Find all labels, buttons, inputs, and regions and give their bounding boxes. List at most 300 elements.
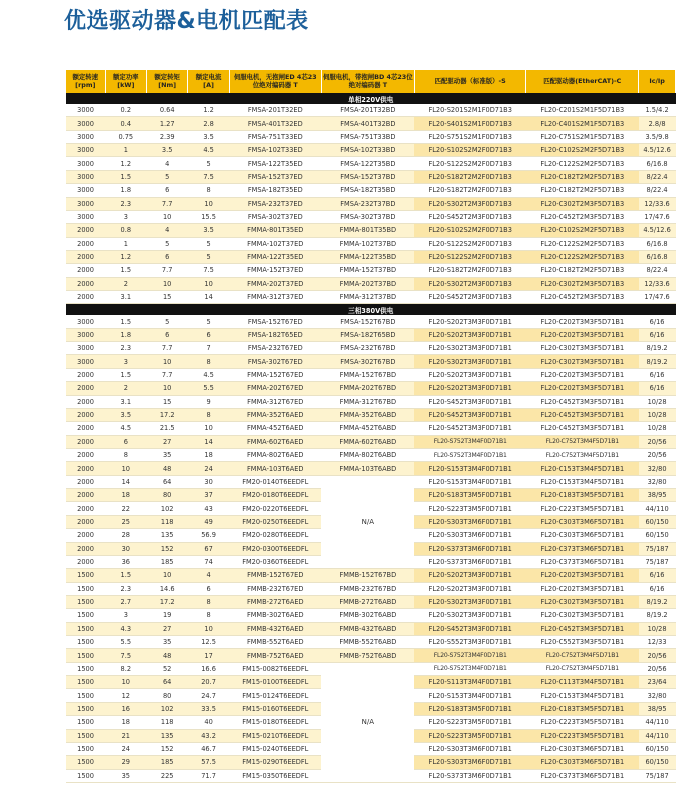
cell-current: 49 bbox=[188, 515, 229, 528]
cell-drive-ethercat: FL20-C153T3M4F5D71B1 bbox=[526, 689, 639, 702]
cell-power: 18 bbox=[105, 489, 146, 502]
cell-power: 18 bbox=[105, 716, 146, 729]
cell-speed: 2000 bbox=[66, 395, 105, 408]
cell-motor-no-brake: FM15-0100T6EEDFL bbox=[229, 676, 321, 689]
cell-drive-standard: FL20-S102S2M2F0D71B3 bbox=[414, 224, 526, 237]
cell-ic-ip: 17/47.6 bbox=[639, 210, 676, 223]
cell-motor-no-brake: FMSA-401T32ED bbox=[229, 117, 321, 130]
cell-torque: 2.39 bbox=[146, 130, 187, 143]
cell-current: 15.5 bbox=[188, 210, 229, 223]
cell-drive-ethercat: FL20-C223T3M5F5D71B1 bbox=[526, 716, 639, 729]
cell-torque: 185 bbox=[146, 555, 187, 568]
cell-current: 4.5 bbox=[188, 368, 229, 381]
cell-power: 2.7 bbox=[105, 595, 146, 608]
cell-current: 7.5 bbox=[188, 170, 229, 183]
cell-speed: 1500 bbox=[66, 769, 105, 782]
cell-torque: 17.2 bbox=[146, 595, 187, 608]
cell-ic-ip: 6/16.8 bbox=[639, 237, 676, 250]
cell-motor-no-brake: FM20-0140T6EEDFL bbox=[229, 475, 321, 488]
cell-current: 57.5 bbox=[188, 756, 229, 769]
cell-ic-ip: 38/95 bbox=[639, 489, 676, 502]
cell-speed: 1500 bbox=[66, 676, 105, 689]
cell-drive-standard: FL20-S752T3M4F0D71B1 bbox=[414, 649, 526, 662]
cell-torque: 5 bbox=[146, 170, 187, 183]
cell-motor-no-brake: FMMA-152T67ED bbox=[229, 368, 321, 381]
cell-current: 7 bbox=[188, 342, 229, 355]
table-row bbox=[66, 609, 676, 622]
cell-speed: 1500 bbox=[66, 622, 105, 635]
cell-drive-ethercat: FL20-C202T3M3F5D71B1 bbox=[526, 582, 639, 595]
not-available-cell: N/A bbox=[321, 475, 414, 569]
cell-drive-standard: FL20-S223T3M5F0D71B1 bbox=[414, 502, 526, 515]
cell-motor-no-brake: FMSA-232T37ED bbox=[229, 197, 321, 210]
cell-torque: 152 bbox=[146, 542, 187, 555]
cell-drive-ethercat: FL20-C303T3M6F5D71B1 bbox=[526, 529, 639, 542]
cell-speed: 1500 bbox=[66, 756, 105, 769]
cell-torque: 19 bbox=[146, 609, 187, 622]
cell-motor-no-brake: FMMA-312T37ED bbox=[229, 291, 321, 304]
cell-current: 74 bbox=[188, 555, 229, 568]
cell-drive-standard: FL20-S302T2M3F0D71B3 bbox=[414, 197, 526, 210]
cell-current: 7.5 bbox=[188, 264, 229, 277]
cell-motor-no-brake: FMMB-232T67ED bbox=[229, 582, 321, 595]
cell-motor-no-brake: FM15-0350T6EEDFL bbox=[229, 769, 321, 782]
cell-drive-standard: FL20-S452T2M3F0D71B3 bbox=[414, 291, 526, 304]
cell-power: 2.3 bbox=[105, 342, 146, 355]
cell-drive-ethercat: FL20-C303T3M6F5D71B1 bbox=[526, 756, 639, 769]
cell-motor-brake: FMSA-401T32BD bbox=[321, 117, 414, 130]
cell-drive-ethercat: FL20-C302T3M3F5D71B1 bbox=[526, 355, 639, 368]
cell-power: 28 bbox=[105, 529, 146, 542]
header-motor-brake: 伺服电机，带抱闸BD 4芯23位绝对编码器 T bbox=[321, 70, 414, 93]
cell-torque: 52 bbox=[146, 662, 187, 675]
cell-power: 1.8 bbox=[105, 184, 146, 197]
cell-torque: 35 bbox=[146, 636, 187, 649]
cell-ic-ip: 44/110 bbox=[639, 716, 676, 729]
cell-motor-brake: FMSA-152T37BD bbox=[321, 170, 414, 183]
cell-drive-standard: FL20-S401S2M1F0D71B3 bbox=[414, 117, 526, 130]
cell-power: 1.5 bbox=[105, 368, 146, 381]
cell-drive-ethercat: FL20-C752T3M4F5D71B1 bbox=[526, 662, 639, 675]
cell-motor-no-brake: FM15-0180T6EEDFL bbox=[229, 716, 321, 729]
cell-drive-standard: FL20-S752T3M4F0D71B1 bbox=[414, 662, 526, 675]
cell-power: 12 bbox=[105, 689, 146, 702]
cell-torque: 7.7 bbox=[146, 342, 187, 355]
cell-ic-ip: 20/56 bbox=[639, 649, 676, 662]
cell-speed: 2000 bbox=[66, 489, 105, 502]
cell-power: 1.2 bbox=[105, 157, 146, 170]
cell-speed: 2000 bbox=[66, 368, 105, 381]
cell-ic-ip: 20/56 bbox=[639, 448, 676, 461]
cell-speed: 2000 bbox=[66, 277, 105, 290]
cell-torque: 10 bbox=[146, 277, 187, 290]
cell-drive-ethercat: FL20-C182T2M2F5D71B3 bbox=[526, 184, 639, 197]
cell-drive-standard: FL20-S153T3M4F0D71B1 bbox=[414, 689, 526, 702]
cell-drive-ethercat: FL20-C182T2M2F5D71B3 bbox=[526, 170, 639, 183]
cell-current: 30 bbox=[188, 475, 229, 488]
cell-drive-standard: FL20-S202T3M3F0D71B1 bbox=[414, 382, 526, 395]
cell-current: 3.5 bbox=[188, 224, 229, 237]
cell-power: 0.75 bbox=[105, 130, 146, 143]
cell-speed: 3000 bbox=[66, 104, 105, 117]
cell-ic-ip: 32/80 bbox=[639, 462, 676, 475]
cell-torque: 0.64 bbox=[146, 104, 187, 117]
cell-drive-ethercat: FL20-C122S2M2F5D71B3 bbox=[526, 250, 639, 263]
cell-drive-ethercat: FL20-C223T3M5F5D71B1 bbox=[526, 502, 639, 515]
cell-speed: 1500 bbox=[66, 729, 105, 742]
cell-current: 14 bbox=[188, 291, 229, 304]
cell-current: 71.7 bbox=[188, 769, 229, 782]
cell-speed: 1500 bbox=[66, 716, 105, 729]
cell-drive-standard: FL20-S122S2M2F0D71B3 bbox=[414, 250, 526, 263]
cell-torque: 10 bbox=[146, 210, 187, 223]
cell-speed: 2000 bbox=[66, 264, 105, 277]
cell-ic-ip: 12/33.6 bbox=[639, 277, 676, 290]
cell-drive-standard: FL20-S302T3M3F0D71B1 bbox=[414, 355, 526, 368]
cell-ic-ip: 6/16 bbox=[639, 382, 676, 395]
cell-drive-standard: FL20-S302T3M3F0D71B1 bbox=[414, 595, 526, 608]
cell-motor-brake: FMSA-302T67BD bbox=[321, 355, 414, 368]
cell-motor-no-brake: FMMB-432T6AED bbox=[229, 622, 321, 635]
cell-drive-standard: FL20-S302T2M3F0D71B3 bbox=[414, 277, 526, 290]
cell-drive-ethercat: FL20-C751S2M1F5D71B3 bbox=[526, 130, 639, 143]
cell-speed: 2000 bbox=[66, 515, 105, 528]
cell-drive-ethercat: FL20-C303T3M6F5D71B1 bbox=[526, 742, 639, 755]
cell-power: 1 bbox=[105, 144, 146, 157]
cell-drive-ethercat: FL20-C183T3M5F5D71B1 bbox=[526, 702, 639, 715]
cell-drive-ethercat: FL20-C153T3M4F5D71B1 bbox=[526, 462, 639, 475]
cell-motor-brake: FMSA-302T37BD bbox=[321, 210, 414, 223]
section-label: 三相380V供电 bbox=[66, 304, 676, 316]
cell-drive-ethercat: FL20-C302T3M3F5D71B1 bbox=[526, 595, 639, 608]
cell-ic-ip: 6/16 bbox=[639, 368, 676, 381]
cell-current: 56.9 bbox=[188, 529, 229, 542]
cell-power: 3 bbox=[105, 210, 146, 223]
cell-torque: 102 bbox=[146, 702, 187, 715]
cell-speed: 1500 bbox=[66, 636, 105, 649]
cell-drive-ethercat: FL20-C552T3M3F5D71B1 bbox=[526, 636, 639, 649]
cell-torque: 4 bbox=[146, 224, 187, 237]
cell-drive-ethercat: FL20-C373T3M6F5D71B1 bbox=[526, 555, 639, 568]
cell-motor-brake: FMMB-552T6ABD bbox=[321, 636, 414, 649]
cell-current: 43 bbox=[188, 502, 229, 515]
table-row bbox=[66, 448, 676, 461]
cell-current: 37 bbox=[188, 489, 229, 502]
cell-power: 14 bbox=[105, 475, 146, 488]
cell-speed: 3000 bbox=[66, 144, 105, 157]
cell-current: 24.7 bbox=[188, 689, 229, 702]
cell-motor-no-brake: FM20-0360T6EEDFL bbox=[229, 555, 321, 568]
table-row bbox=[66, 368, 676, 381]
table-row bbox=[66, 582, 676, 595]
cell-speed: 2000 bbox=[66, 529, 105, 542]
cell-ic-ip: 44/110 bbox=[639, 729, 676, 742]
header-drive-standard: 匹配驱动器（标准版）-S bbox=[414, 70, 526, 93]
cell-ic-ip: 6/16 bbox=[639, 582, 676, 595]
cell-power: 1.2 bbox=[105, 250, 146, 263]
cell-motor-brake: FMSA-152T67BD bbox=[321, 315, 414, 328]
cell-speed: 1500 bbox=[66, 742, 105, 755]
cell-torque: 17.2 bbox=[146, 408, 187, 421]
cell-power: 0.4 bbox=[105, 117, 146, 130]
cell-torque: 152 bbox=[146, 742, 187, 755]
cell-motor-no-brake: FMMA-152T37ED bbox=[229, 264, 321, 277]
cell-drive-standard: FL20-S202T3M3F0D71B1 bbox=[414, 582, 526, 595]
cell-drive-ethercat: FL20-C452T3M3F5D71B1 bbox=[526, 622, 639, 635]
cell-motor-brake: FMMB-232T67BD bbox=[321, 582, 414, 595]
cell-motor-no-brake: FMMA-312T67ED bbox=[229, 395, 321, 408]
cell-current: 2.8 bbox=[188, 117, 229, 130]
cell-drive-standard: FL20-S452T3M3F0D71B1 bbox=[414, 408, 526, 421]
cell-ic-ip: 10/28 bbox=[639, 422, 676, 435]
cell-power: 6 bbox=[105, 435, 146, 448]
cell-motor-brake: FMSA-201T32BD bbox=[321, 104, 414, 117]
cell-ic-ip: 8/19.2 bbox=[639, 342, 676, 355]
table-row bbox=[66, 210, 676, 223]
cell-power: 22 bbox=[105, 502, 146, 515]
cell-motor-no-brake: FM20-0280T6EEDFL bbox=[229, 529, 321, 542]
cell-drive-ethercat: FL20-C452T3M3F5D71B1 bbox=[526, 408, 639, 421]
cell-drive-ethercat: FL20-C202T3M3F5D71B1 bbox=[526, 368, 639, 381]
cell-torque: 135 bbox=[146, 729, 187, 742]
cell-speed: 3000 bbox=[66, 197, 105, 210]
cell-torque: 10 bbox=[146, 382, 187, 395]
cell-drive-standard: FL20-S452T3M3F0D71B1 bbox=[414, 395, 526, 408]
cell-torque: 21.5 bbox=[146, 422, 187, 435]
cell-drive-ethercat: FL20-C752T3M4F5D71B1 bbox=[526, 435, 639, 448]
cell-torque: 5 bbox=[146, 315, 187, 328]
cell-torque: 48 bbox=[146, 649, 187, 662]
cell-speed: 2000 bbox=[66, 462, 105, 475]
cell-power: 29 bbox=[105, 756, 146, 769]
cell-drive-standard: FL20-S373T3M6F0D71B1 bbox=[414, 769, 526, 782]
cell-ic-ip: 6/16 bbox=[639, 315, 676, 328]
cell-motor-no-brake: FMMB-302T6AED bbox=[229, 609, 321, 622]
cell-current: 5 bbox=[188, 157, 229, 170]
table-row bbox=[66, 636, 676, 649]
cell-drive-ethercat: FL20-C452T3M3F5D71B1 bbox=[526, 395, 639, 408]
cell-drive-standard: FL20-S122S2M2F0D71B3 bbox=[414, 157, 526, 170]
cell-torque: 10 bbox=[146, 569, 187, 582]
cell-power: 2.3 bbox=[105, 197, 146, 210]
table-row bbox=[66, 250, 676, 263]
cell-motor-brake: FMMA-452T6ABD bbox=[321, 422, 414, 435]
cell-drive-ethercat: FL20-C373T3M6F5D71B1 bbox=[526, 542, 639, 555]
cell-torque: 48 bbox=[146, 462, 187, 475]
cell-torque: 15 bbox=[146, 395, 187, 408]
cell-torque: 7.7 bbox=[146, 197, 187, 210]
cell-motor-no-brake: FM15-0160T6EEDFL bbox=[229, 702, 321, 715]
cell-motor-no-brake: FMMB-552T6AED bbox=[229, 636, 321, 649]
cell-speed: 2000 bbox=[66, 250, 105, 263]
cell-current: 3.5 bbox=[188, 130, 229, 143]
cell-torque: 80 bbox=[146, 489, 187, 502]
cell-speed: 2000 bbox=[66, 291, 105, 304]
cell-speed: 3000 bbox=[66, 130, 105, 143]
cell-motor-no-brake: FM15-0240T6EEDFL bbox=[229, 742, 321, 755]
cell-motor-no-brake: FM15-0210T6EEDFL bbox=[229, 729, 321, 742]
cell-motor-no-brake: FMMB-152T67ED bbox=[229, 569, 321, 582]
table-row bbox=[66, 104, 676, 117]
cell-drive-ethercat: FL20-C182T2M2F5D71B3 bbox=[526, 264, 639, 277]
cell-drive-standard: FL20-S373T3M6F0D71B1 bbox=[414, 542, 526, 555]
cell-torque: 102 bbox=[146, 502, 187, 515]
cell-ic-ip: 8/19.2 bbox=[639, 609, 676, 622]
cell-torque: 1.27 bbox=[146, 117, 187, 130]
cell-ic-ip: 8/22.4 bbox=[639, 184, 676, 197]
cell-drive-standard: FL20-S153T3M4F0D71B1 bbox=[414, 475, 526, 488]
cell-drive-standard: FL20-S303T3M6F0D71B1 bbox=[414, 742, 526, 755]
table-row bbox=[66, 264, 676, 277]
cell-motor-brake: FMMA-801T35BD bbox=[321, 224, 414, 237]
table-row bbox=[66, 197, 676, 210]
cell-motor-brake: FMMA-152T37BD bbox=[321, 264, 414, 277]
cell-drive-ethercat: FL20-C153T3M4F5D71B1 bbox=[526, 475, 639, 488]
cell-speed: 3000 bbox=[66, 157, 105, 170]
cell-drive-standard: FL20-S452T2M3F0D71B3 bbox=[414, 210, 526, 223]
cell-torque: 10 bbox=[146, 355, 187, 368]
cell-ic-ip: 60/150 bbox=[639, 742, 676, 755]
cell-drive-ethercat: FL20-C752T3M4F5D71B1 bbox=[526, 649, 639, 662]
cell-speed: 1500 bbox=[66, 609, 105, 622]
cell-torque: 118 bbox=[146, 716, 187, 729]
table-row bbox=[66, 355, 676, 368]
cell-ic-ip: 6/16 bbox=[639, 328, 676, 341]
cell-current: 9 bbox=[188, 395, 229, 408]
cell-motor-no-brake: FMMA-202T37ED bbox=[229, 277, 321, 290]
cell-speed: 2000 bbox=[66, 422, 105, 435]
header-row bbox=[66, 70, 676, 93]
table-row bbox=[66, 649, 676, 662]
cell-motor-no-brake: FM15-0082T6EEDFL bbox=[229, 662, 321, 675]
table-row bbox=[66, 144, 676, 157]
cell-torque: 14.6 bbox=[146, 582, 187, 595]
cell-current: 1.2 bbox=[188, 104, 229, 117]
cell-motor-no-brake: FMMA-352T6AED bbox=[229, 408, 321, 421]
table-row bbox=[66, 395, 676, 408]
cell-motor-no-brake: FMMB-272T6AED bbox=[229, 595, 321, 608]
cell-drive-standard: FL20-S303T3M6F0D71B1 bbox=[414, 515, 526, 528]
cell-torque: 6 bbox=[146, 328, 187, 341]
cell-power: 2.3 bbox=[105, 582, 146, 595]
header-ic-ip: Ic/Ip bbox=[639, 70, 676, 93]
cell-motor-brake: FMMB-152T67BD bbox=[321, 569, 414, 582]
cell-ic-ip: 4.5/12.6 bbox=[639, 224, 676, 237]
cell-motor-brake: FMMA-312T67BD bbox=[321, 395, 414, 408]
cell-power: 0.2 bbox=[105, 104, 146, 117]
table-row bbox=[66, 462, 676, 475]
table-row bbox=[66, 662, 676, 675]
table-row bbox=[66, 408, 676, 421]
cell-power: 1.5 bbox=[105, 170, 146, 183]
cell-drive-standard: FL20-S182T2M2F0D71B3 bbox=[414, 264, 526, 277]
cell-motor-brake: FMMA-202T37BD bbox=[321, 277, 414, 290]
header-motor-no-brake: 伺服电机，无抱闸ED 4芯23位绝对编码器 T bbox=[229, 70, 321, 93]
cell-current: 10 bbox=[188, 277, 229, 290]
cell-power: 10 bbox=[105, 676, 146, 689]
cell-ic-ip: 60/150 bbox=[639, 529, 676, 542]
cell-motor-brake: FMMA-103T6ABD bbox=[321, 462, 414, 475]
cell-drive-standard: FL20-S223T3M5F0D71B1 bbox=[414, 729, 526, 742]
cell-drive-standard: FL20-S183T3M5F0D71B1 bbox=[414, 702, 526, 715]
cell-ic-ip: 75/187 bbox=[639, 555, 676, 568]
table-row bbox=[66, 315, 676, 328]
cell-motor-no-brake: FMSA-302T37ED bbox=[229, 210, 321, 223]
cell-motor-no-brake: FM20-0180T6EEDFL bbox=[229, 489, 321, 502]
cell-current: 18 bbox=[188, 448, 229, 461]
cell-ic-ip: 38/95 bbox=[639, 702, 676, 715]
table-row bbox=[66, 170, 676, 183]
cell-drive-ethercat: FL20-C202T3M3F5D71B1 bbox=[526, 328, 639, 341]
cell-drive-ethercat: FL20-C452T2M3F5D71B3 bbox=[526, 291, 639, 304]
cell-power: 4.3 bbox=[105, 622, 146, 635]
not-available-cell: N/A bbox=[321, 662, 414, 782]
cell-drive-standard: FL20-S303T3M6F0D71B1 bbox=[414, 756, 526, 769]
table-body bbox=[66, 93, 676, 782]
cell-speed: 1500 bbox=[66, 649, 105, 662]
cell-ic-ip: 10/28 bbox=[639, 408, 676, 421]
cell-ic-ip: 8/19.2 bbox=[639, 595, 676, 608]
table-row bbox=[66, 475, 676, 488]
cell-motor-no-brake: FMMA-802T6AED bbox=[229, 448, 321, 461]
cell-motor-brake: FMMA-102T37BD bbox=[321, 237, 414, 250]
cell-drive-ethercat: FL20-C752T3M4F5D71B1 bbox=[526, 448, 639, 461]
cell-motor-brake: FMSA-182T35BD bbox=[321, 184, 414, 197]
cell-torque: 6 bbox=[146, 184, 187, 197]
table-row bbox=[66, 622, 676, 635]
cell-power: 35 bbox=[105, 769, 146, 782]
cell-torque: 80 bbox=[146, 689, 187, 702]
cell-power: 1.5 bbox=[105, 569, 146, 582]
cell-current: 10 bbox=[188, 197, 229, 210]
cell-drive-standard: FL20-S452T3M3F0D71B1 bbox=[414, 622, 526, 635]
cell-drive-standard: FL20-S122S2M2F0D71B3 bbox=[414, 237, 526, 250]
cell-current: 20.7 bbox=[188, 676, 229, 689]
cell-power: 8 bbox=[105, 448, 146, 461]
cell-power: 2 bbox=[105, 277, 146, 290]
cell-drive-ethercat: FL20-C113T3M4F5D71B1 bbox=[526, 676, 639, 689]
cell-ic-ip: 1.5/4.2 bbox=[639, 104, 676, 117]
cell-torque: 7.7 bbox=[146, 264, 187, 277]
cell-motor-no-brake: FMSA-102T33ED bbox=[229, 144, 321, 157]
cell-current: 43.2 bbox=[188, 729, 229, 742]
cell-speed: 1500 bbox=[66, 569, 105, 582]
cell-motor-brake: FMSA-232T67BD bbox=[321, 342, 414, 355]
cell-power: 7.5 bbox=[105, 649, 146, 662]
cell-current: 14 bbox=[188, 435, 229, 448]
table-row bbox=[66, 157, 676, 170]
cell-power: 0.8 bbox=[105, 224, 146, 237]
cell-drive-standard: FL20-S373T3M6F0D71B1 bbox=[414, 555, 526, 568]
cell-motor-no-brake: FMMB-752T6AED bbox=[229, 649, 321, 662]
cell-motor-no-brake: FMSA-152T67ED bbox=[229, 315, 321, 328]
cell-current: 8 bbox=[188, 595, 229, 608]
cell-ic-ip: 75/187 bbox=[639, 542, 676, 555]
cell-drive-ethercat: FL20-C302T3M3F5D71B1 bbox=[526, 609, 639, 622]
cell-power: 1.8 bbox=[105, 328, 146, 341]
cell-power: 1.5 bbox=[105, 264, 146, 277]
cell-motor-no-brake: FMMA-801T35ED bbox=[229, 224, 321, 237]
cell-torque: 64 bbox=[146, 475, 187, 488]
section-header bbox=[66, 93, 676, 104]
cell-current: 5 bbox=[188, 237, 229, 250]
cell-ic-ip: 20/56 bbox=[639, 662, 676, 675]
cell-motor-brake: FMMB-752T6ABD bbox=[321, 649, 414, 662]
cell-current: 33.5 bbox=[188, 702, 229, 715]
cell-motor-no-brake: FMMA-103T6AED bbox=[229, 462, 321, 475]
cell-drive-ethercat: FL20-C202T3M3F5D71B1 bbox=[526, 315, 639, 328]
cell-current: 5 bbox=[188, 315, 229, 328]
